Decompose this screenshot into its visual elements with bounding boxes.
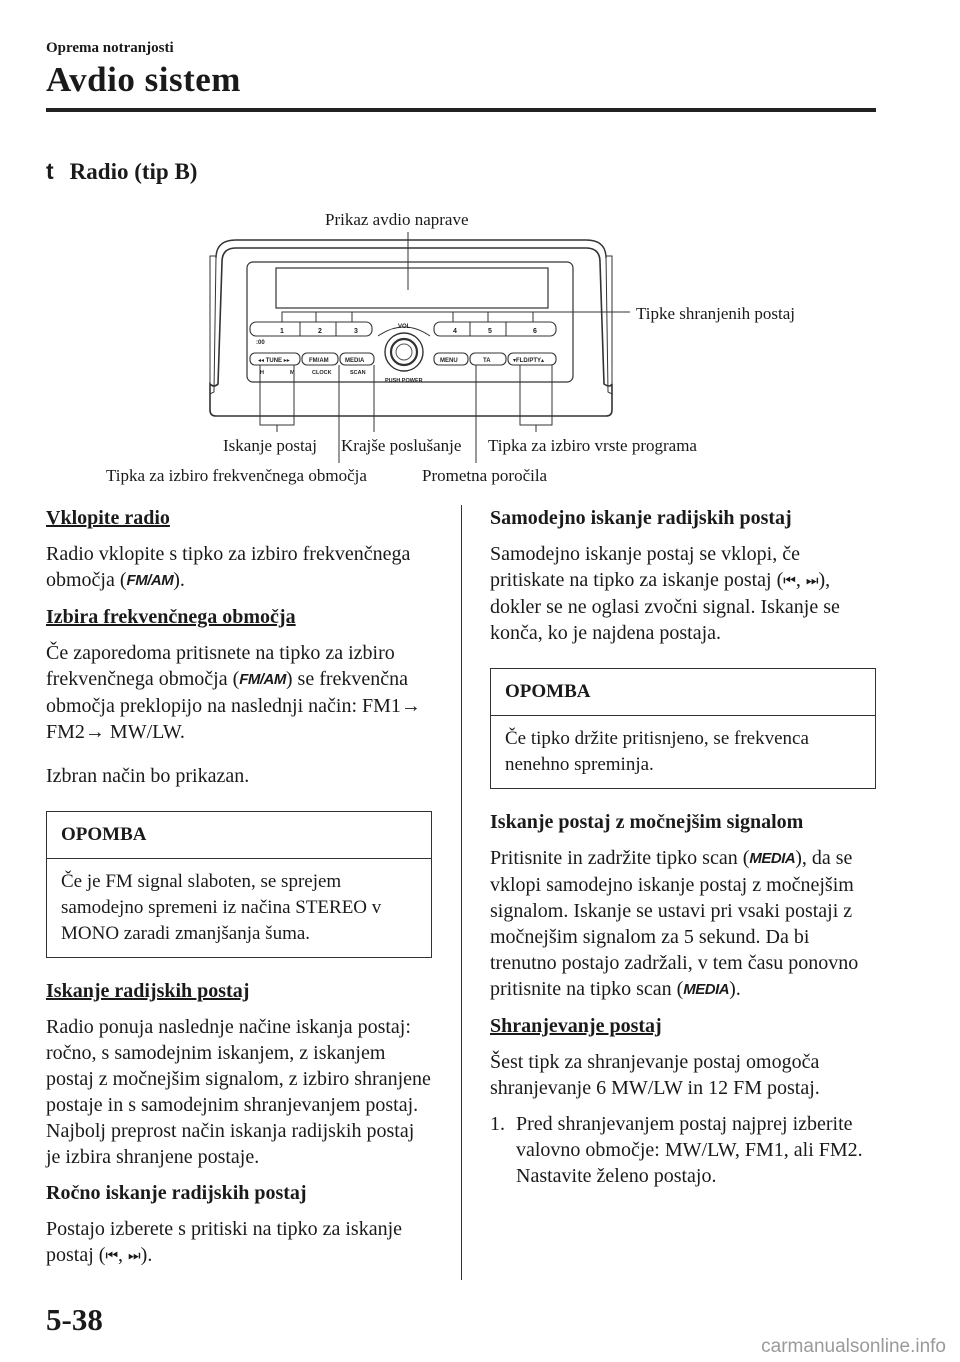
right-column — [490, 505, 876, 1189]
svg-text:2: 2 — [318, 328, 322, 335]
svg-text:4: 4 — [453, 328, 457, 335]
note-box — [490, 668, 876, 789]
paragraph-turn-on-radio: Radio vklopite s tipko za izbiro frekvenčnega območja (FM/AM). — [46, 541, 432, 594]
section-label: Oprema notranjosti — [46, 40, 174, 56]
list-item-number: 1. — [490, 1113, 505, 1135]
seek-forward-icon: ⏭ — [805, 573, 819, 589]
radio-panel-diagram — [0, 0, 960, 500]
seek-back-icon: ⏮ — [783, 573, 796, 589]
seek-back-icon: ⏮ — [105, 1248, 119, 1264]
media-key-icon: MEDIA — [683, 981, 730, 998]
heading-band-selection: Izbira frekvenčnega območja — [46, 606, 296, 628]
audio-display — [276, 268, 548, 308]
callout-ta: Prometna poročila — [422, 466, 548, 485]
heading-strong-signal-search: Iskanje postaj z močnejšim signalom — [490, 811, 804, 833]
note-text: Če je FM signal slaboten, se sprejem samodejno spremeni iz načina STEREO v MONO zaradi zmanjšanja šuma. — [61, 871, 382, 944]
svg-text::00: :00 — [256, 340, 265, 346]
list-item — [490, 1111, 876, 1189]
callout-display: Prikaz avdio naprave — [325, 210, 469, 229]
callout-fld-pty: Tipka za izbiro vrste programa — [488, 436, 697, 455]
bullet-icon: t — [46, 158, 54, 184]
svg-text:▾FLD/PTY▴: ▾FLD/PTY▴ — [513, 358, 545, 364]
left-column — [46, 505, 432, 1279]
svg-text:5: 5 — [488, 328, 492, 335]
note-title: OPOMBA — [491, 669, 875, 716]
seek-forward-icon: ⏭ — [128, 1248, 141, 1264]
heading-store-stations: Shranjevanje postaj — [490, 1015, 662, 1037]
svg-text:MENU: MENU — [440, 358, 458, 364]
heading-auto-search: Samodejno iskanje radijskih postaj — [490, 507, 792, 529]
heading-turn-on-radio: Vklopite radio — [46, 507, 170, 529]
section-heading-text: Radio (tip B) — [69, 159, 198, 184]
paragraph-mode-shown: Izbran način bo prikazan. — [46, 765, 250, 787]
watermark: carmanualsonline.info — [761, 1336, 946, 1357]
svg-text:MEDIA: MEDIA — [345, 358, 365, 364]
note-text: Če tipko držite pritisnjeno, se frekvenca nenehno spreminja. — [505, 728, 809, 775]
note-box — [46, 811, 432, 958]
paragraph-store-stations: Šest tipk za shranjevanje postaj omogoča shranjevanje 6 MW/LW in 12 FM postaj. — [490, 1051, 820, 1099]
svg-text:H: H — [260, 370, 264, 376]
callout-preset-keys: Tipke shranjenih postaj — [636, 304, 795, 323]
svg-text:1: 1 — [280, 328, 284, 335]
svg-text:3: 3 — [354, 328, 358, 335]
svg-text:PUSH POWER: PUSH POWER — [385, 378, 423, 384]
column-divider — [461, 505, 462, 1280]
fm-am-key-icon: FM/AM — [239, 671, 286, 688]
note-title: OPOMBA — [47, 812, 431, 859]
svg-text:TA: TA — [483, 358, 491, 364]
page-title: Avdio sistem — [46, 60, 241, 99]
svg-text:◂◂ TUNE ▸▸: ◂◂ TUNE ▸▸ — [258, 358, 290, 364]
paragraph-auto-search: Samodejno iskanje postaj se vklopi, če pritiskate na tipko za iskanje postaj (⏮, ⏭), dokler se ne oglasi zvočni signal. Iskanje se konča, ko je najdena postaja. — [490, 543, 840, 644]
callout-seek: Iskanje postaj — [223, 436, 317, 455]
svg-text:CLOCK: CLOCK — [312, 370, 332, 376]
svg-text:SCAN: SCAN — [350, 370, 366, 376]
paragraph-strong-signal-search: Pritisnite in zadržite tipko scan (MEDIA), da se vklopi samodejno iskanje postaj z močnejšim signalom. Iskanje se ustavi pri vsaki postaji z močnejšim signalom za 5 sekund. Da bi trenutno postajo zadržali, v tem času ponovno pritisnite na tipko scan (MEDIA). — [490, 845, 876, 1003]
svg-text:6: 6 — [533, 328, 537, 335]
paragraph-manual-search: Postajo izberete s pritiski na tipko za iskanje postaj (⏮, ⏭). — [46, 1218, 403, 1266]
svg-text:FM/AM: FM/AM — [309, 358, 329, 364]
paragraph-station-search: Radio ponuja naslednje načine iskanja postaj: ročno, s samodejnim iskanjem, z iskanjem postaj z močnejšim signalom, z izbiro shranjene postaje in s samodejnim shranjevanjem postaj. Najbolj preprost način iskanja radijskih postaj je izbira shranjene postaje. — [46, 1016, 431, 1168]
callout-scan: Krajše poslušanje — [341, 436, 462, 455]
heading-manual-search: Ročno iskanje radijskih postaj — [46, 1182, 307, 1204]
paragraph-band-selection: Če zaporedoma pritisnete na tipko za izbiro frekvenčnega območja (FM/AM) se frekvenčna območja preklopijo na naslednji način: FM1→ FM2→ MW/LW. — [46, 642, 421, 743]
callout-band: Tipka za izbiro frekvenčnega območja — [106, 466, 367, 485]
svg-text:M: M — [290, 370, 295, 376]
fm-am-key-icon: FM/AM — [126, 572, 174, 589]
svg-text:VOL: VOL — [398, 324, 411, 330]
list-item-text: Pred shranjevanjem postaj najprej izberite valovno območje: MW/LW, FM1, ali FM2. Nastavite želeno postajo. — [516, 1113, 863, 1187]
media-key-icon: MEDIA — [749, 850, 796, 867]
page-number: 5-38 — [46, 1302, 103, 1337]
heading-station-search: Iskanje radijskih postaj — [46, 980, 250, 1002]
